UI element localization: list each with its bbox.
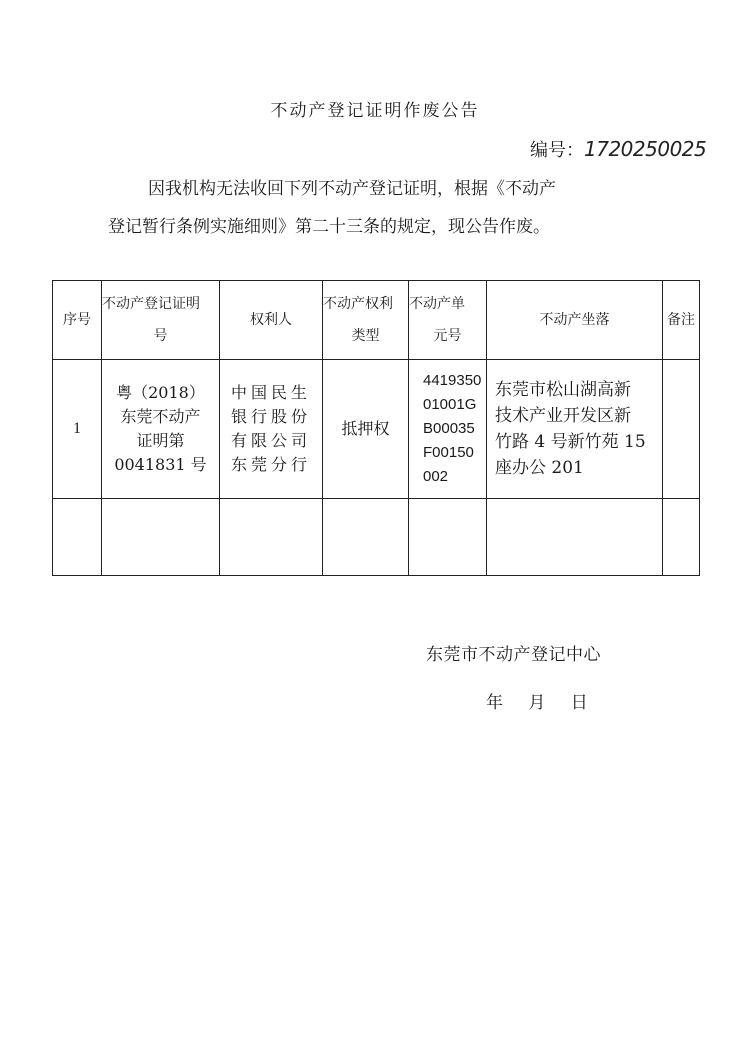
location-line1: 东莞市松山湖高新 bbox=[495, 380, 631, 400]
header-remarks: 备注 bbox=[663, 281, 700, 360]
table-header-row bbox=[53, 281, 700, 360]
holder-line4: 东莞分行 bbox=[230, 455, 311, 474]
cert-no-line2: 东莞不动产 bbox=[120, 407, 201, 426]
reference-label: 编号： bbox=[530, 140, 584, 161]
header-right-type bbox=[323, 281, 409, 360]
location-line2: 技术产业开发区新 bbox=[495, 406, 631, 426]
intro-line-1: 因我机构无法收回下列不动产登记证明，根据《不动产 bbox=[148, 179, 556, 199]
reference-value: 1720250025 bbox=[584, 137, 707, 161]
unit-no-line1: 4419350 bbox=[423, 372, 482, 389]
holder-line1: 中国民生 bbox=[230, 383, 311, 402]
date-line: 年 月 日 bbox=[486, 693, 588, 713]
issuing-organization: 东莞市不动产登记中心 bbox=[426, 645, 601, 665]
header-cert-no-line2: 号 bbox=[153, 328, 168, 344]
cell-holder bbox=[220, 360, 323, 499]
intro-paragraph bbox=[108, 170, 688, 246]
holder-line2: 银行股份 bbox=[230, 407, 311, 426]
cert-no-line1: 粤（2018） bbox=[116, 383, 205, 402]
notice-table bbox=[52, 280, 700, 576]
header-location: 不动产坐落 bbox=[487, 281, 663, 360]
unit-no-line3: B00035 bbox=[423, 420, 475, 437]
cell-seq: 1 bbox=[53, 360, 102, 499]
header-right-type-line1: 不动产权利 bbox=[323, 296, 393, 312]
cell-location bbox=[487, 360, 663, 499]
header-unit-no-line1: 不动产单 bbox=[409, 296, 465, 312]
table-row-empty bbox=[53, 499, 700, 576]
cell-remarks bbox=[663, 360, 700, 499]
intro-line-2: 登记暂行条例实施细则》第二十三条的规定，现公告作废。 bbox=[108, 217, 550, 237]
unit-no-line5: 002 bbox=[423, 468, 449, 485]
header-holder: 权利人 bbox=[220, 281, 323, 360]
unit-no-line2: 01001G bbox=[423, 396, 477, 413]
holder-line3: 有限公司 bbox=[230, 431, 311, 450]
header-right-type-line2: 类型 bbox=[351, 328, 380, 344]
cell-right-type: 抵押权 bbox=[323, 360, 409, 499]
notice-title: 不动产登记证明作废公告 bbox=[270, 101, 480, 121]
unit-no-line4: F00150 bbox=[423, 444, 474, 461]
table-row bbox=[53, 360, 700, 499]
header-cert-no bbox=[102, 281, 220, 360]
header-unit-no-line2: 元号 bbox=[433, 328, 462, 344]
cell-unit-no bbox=[409, 360, 487, 499]
location-line4: 座办公 201 bbox=[495, 458, 584, 478]
cell-cert-no bbox=[102, 360, 220, 499]
cert-no-line4: 0041831 号 bbox=[114, 455, 207, 474]
cert-no-line3: 证明第 bbox=[136, 431, 185, 450]
header-seq: 序号 bbox=[53, 281, 102, 360]
location-line3: 竹路 4 号新竹苑 15 bbox=[495, 432, 646, 452]
header-cert-no-line1: 不动产登记证明 bbox=[102, 296, 200, 312]
header-unit-no bbox=[409, 281, 487, 360]
reference-number bbox=[530, 136, 706, 162]
